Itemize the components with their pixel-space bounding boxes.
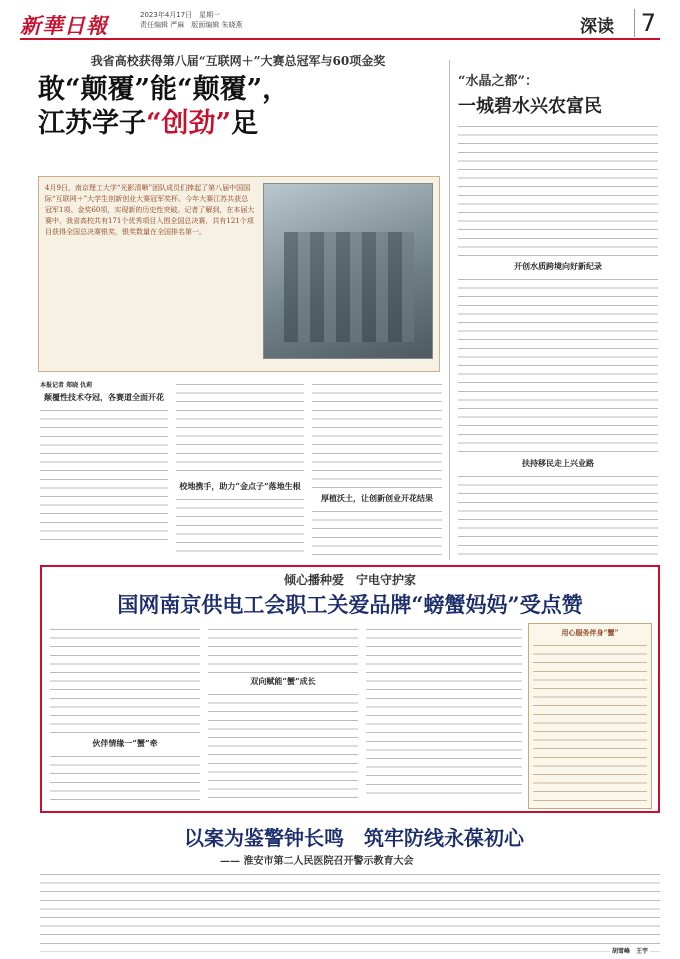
top-story-kicker: 我省高校获得第八届“互联网＋”大赛总冠军与60项金奖 bbox=[90, 54, 386, 68]
editor-line: 责任编辑 严麻 版面编辑 朱晓燕 bbox=[140, 21, 243, 29]
subhead-3: 厚植沃土，让创新创业开花结果 bbox=[321, 493, 433, 503]
column-3 bbox=[312, 380, 442, 560]
bottom-author: 胡雪峰 王宇 bbox=[611, 948, 648, 955]
subhead-2: 校地携手，助力“金点子”落地生根 bbox=[179, 481, 301, 491]
column-divider bbox=[449, 60, 450, 560]
bottom-story-body bbox=[40, 870, 660, 952]
feature-subhead-1: 伙伴情缘一“蟹”牵 bbox=[92, 738, 158, 748]
feature-article-box bbox=[40, 565, 660, 813]
headline-part-c: 足 bbox=[231, 108, 259, 139]
top-story-title bbox=[38, 52, 438, 141]
headline-part-a: 江苏学子 bbox=[38, 108, 146, 139]
byline: 本报记者 郑晓 仇莉 bbox=[40, 382, 93, 389]
sidebar-kicker: “水晶之都”： bbox=[458, 74, 538, 89]
feature-col-2 bbox=[208, 625, 358, 809]
page-number: 7 bbox=[634, 9, 656, 37]
sidebox-title: 用心服务伴身“蟹” bbox=[561, 628, 619, 637]
headline-part-b: “创劲” bbox=[146, 108, 232, 139]
page-info bbox=[140, 10, 242, 30]
bottom-story-subhead: —— 淮安市第二人民医院召开警示教育大会 bbox=[220, 856, 414, 867]
newspaper-logo: 新華日報 bbox=[20, 13, 108, 38]
masthead bbox=[20, 8, 660, 40]
top-story-lead: 4月9日，南京理工大学“光影清晰”团队成员们捧起了第八届中国国际“互联网＋”大学生创新创业大赛冠军奖杯。今年大赛江苏共获总冠军1项、金奖60项，实现新的历史性突破。记者了解到，在本届大赛中，我省高校共有171个优秀项目入围全国总决赛，共有121个项目获得全国总决赛银奖，银奖数量在全国排名第一。 bbox=[45, 184, 255, 236]
feature-subhead-2: 双向赋能“蟹”成长 bbox=[250, 676, 316, 686]
bottom-story-headline: 以案为鉴警钟长鸣 筑牢防线永葆初心 bbox=[184, 826, 524, 850]
feature-kicker: 倾心播种爱 宁电守护家 bbox=[283, 573, 416, 587]
headline-line-1: 敢“颠覆”能“颠覆”， bbox=[38, 74, 290, 105]
sidebar-story-title bbox=[458, 70, 658, 118]
feature-headline: 国网南京供电工会职工关爱品牌“螃蟹妈妈”受点赞 bbox=[117, 592, 583, 617]
feature-sidebox bbox=[528, 623, 652, 809]
sidebar-body bbox=[458, 122, 658, 562]
column-1 bbox=[40, 380, 168, 560]
sidebar-headline: 一城碧水兴农富民 bbox=[458, 96, 602, 117]
headline-line-2 bbox=[38, 107, 438, 141]
top-story-lead-box bbox=[38, 176, 440, 372]
section-name: 深读 bbox=[580, 17, 614, 37]
date-line: 2023年4月17日 星期一 bbox=[140, 11, 221, 19]
column-2 bbox=[176, 380, 304, 560]
top-story-headline bbox=[38, 73, 438, 141]
subhead-1: 颠覆性技术夺冠，各赛道全面开花 bbox=[44, 392, 164, 402]
sidebar-subhead-2: 扶持移民走上兴业路 bbox=[522, 458, 594, 468]
feature-col-1 bbox=[50, 625, 200, 809]
trophy-photo bbox=[263, 183, 433, 359]
sidebar-subhead-1: 开创水质跨境向好新纪录 bbox=[514, 261, 602, 271]
feature-col-3 bbox=[366, 625, 522, 809]
